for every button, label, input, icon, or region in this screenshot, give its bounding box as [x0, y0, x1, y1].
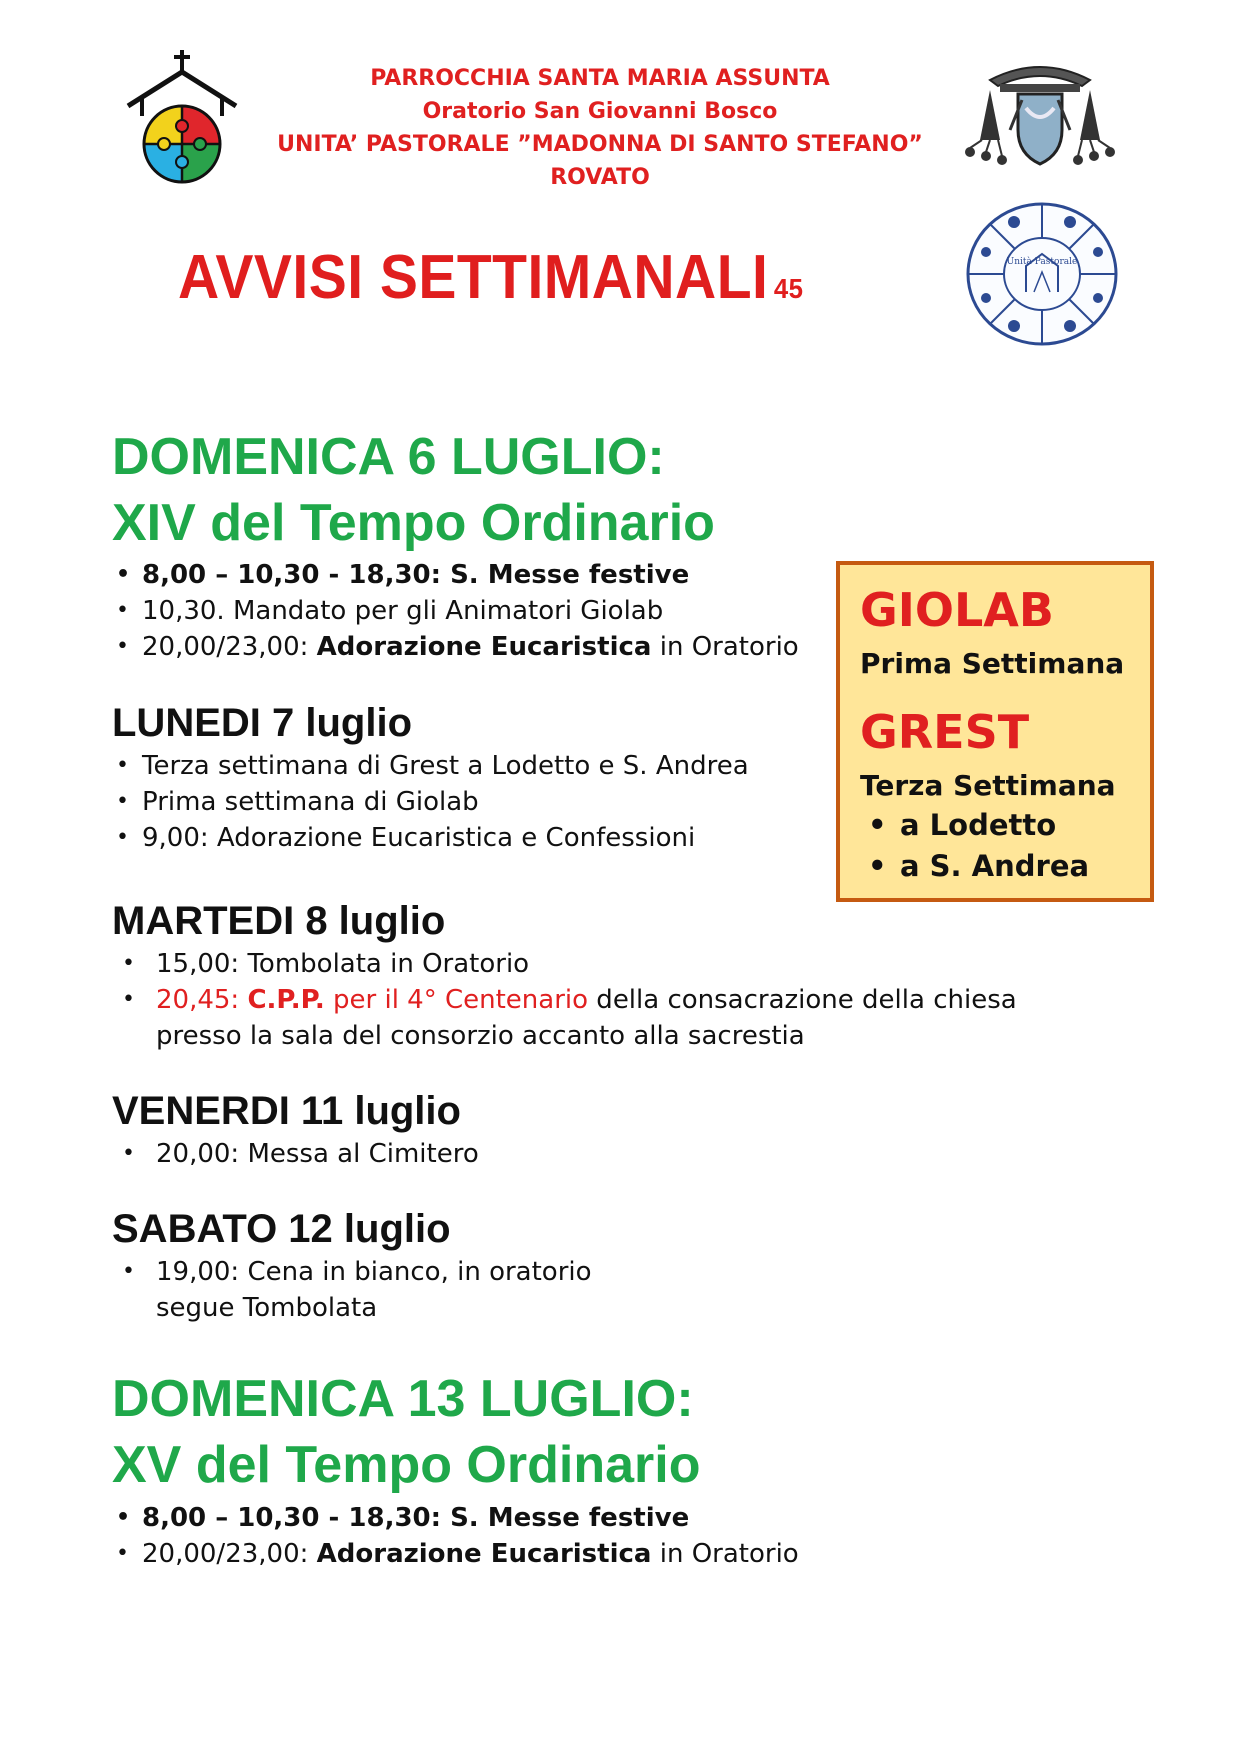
list-item-continuation: presso la sala del consorzio accanto alla sacrestia [156, 1021, 805, 1051]
seal-text: Unità Pastorale [1006, 257, 1078, 267]
box-title-giolab: GIOLAB [860, 583, 1054, 637]
sunday-heading-13 [112, 1366, 700, 1498]
item-time: 20,00/23,00: [142, 632, 317, 662]
day-heading-lunedi: LUNEDI 7 luglio [112, 701, 412, 745]
sunday-6-list [142, 557, 799, 665]
item-centenario: per il 4° Centenario [324, 985, 589, 1015]
box-sub-giolab: Prima Settimana [860, 647, 1125, 680]
item-time: 20,00/23,00: [142, 1539, 317, 1569]
list-item: • Prima settimana di Giolab [142, 784, 749, 820]
lunedi-list [142, 748, 749, 856]
list-item: • 20,00: Messa al Cimitero [156, 1136, 479, 1172]
list-item [142, 629, 799, 665]
list-item: • 8,00 – 10,30 - 18,30: S. Messe festive [142, 1500, 799, 1536]
day-heading-sabato: SABATO 12 luglio [112, 1207, 451, 1251]
sunday-liturgy: XIV del Tempo Ordinario [112, 494, 715, 552]
list-item [142, 1536, 799, 1572]
list-item: • Terza settimana di Grest a Lodetto e S. Andrea [142, 748, 749, 784]
item-bold: Adorazione Eucaristica [316, 1539, 652, 1569]
venerdi-list [156, 1136, 479, 1172]
list-item-continuation: segue Tombolata [156, 1293, 378, 1323]
giolab-grest-box [836, 561, 1154, 902]
item-time-red: 20,45: [156, 985, 248, 1015]
sunday-13-list [142, 1500, 799, 1572]
list-item: • 19,00: Cena in bianco, in oratorio [156, 1254, 592, 1290]
list-item: • 15,00: Tombolata in Oratorio [156, 946, 1017, 982]
header-line-parish: PARROCCHIA SANTA MARIA ASSUNTA [370, 66, 830, 91]
header-line-oratorio: Oratorio San Giovanni Bosco [422, 99, 778, 124]
sunday-date: DOMENICA 13 LUGLIO: [112, 1370, 694, 1428]
list-item: • 8,00 – 10,30 - 18,30: S. Messe festive [142, 557, 799, 593]
parish-header [240, 62, 960, 194]
list-item: • 10,30. Mandato per gli Animatori Giolab [142, 593, 799, 629]
list-item: • a S. Andrea [900, 846, 1089, 887]
list-item: • a Lodetto [900, 805, 1089, 846]
sabato-list [156, 1254, 592, 1326]
day-heading-venerdi: VENERDI 11 luglio [112, 1089, 461, 1133]
item-cpp: C.P.P. [247, 985, 325, 1015]
box-sub-grest: Terza Settimana [860, 769, 1116, 802]
bulletin-number: 45 [773, 273, 804, 304]
coat-of-arms-icon [960, 60, 1120, 178]
item-place: in Oratorio [651, 1539, 799, 1569]
item-rest: della consacrazione della chiesa [588, 985, 1017, 1015]
oratorio-logo [124, 48, 240, 184]
sunday-heading-6 [112, 424, 715, 556]
box-list [900, 805, 1089, 887]
sunday-date: DOMENICA 6 LUGLIO: [112, 428, 665, 486]
martedi-list [156, 946, 1017, 1054]
page-title-text: AVVISI SETTIMANALI [178, 243, 769, 312]
header-line-unita: UNITA’ PASTORALE ”MADONNA DI SANTO STEFANO” [277, 132, 923, 157]
item-place: in Oratorio [651, 632, 799, 662]
box-title-grest: GREST [860, 705, 1030, 759]
unita-pastorale-seal-icon [964, 200, 1120, 348]
sunday-liturgy: XV del Tempo Ordinario [112, 1436, 701, 1494]
item-bold: Adorazione Eucaristica [316, 632, 652, 662]
list-item [156, 982, 1017, 1018]
page-title [178, 242, 803, 313]
list-item: • 9,00: Adorazione Eucaristica e Confessioni [142, 820, 749, 856]
header-line-city: ROVATO [550, 165, 650, 190]
day-heading-martedi: MARTEDI 8 luglio [112, 899, 446, 943]
